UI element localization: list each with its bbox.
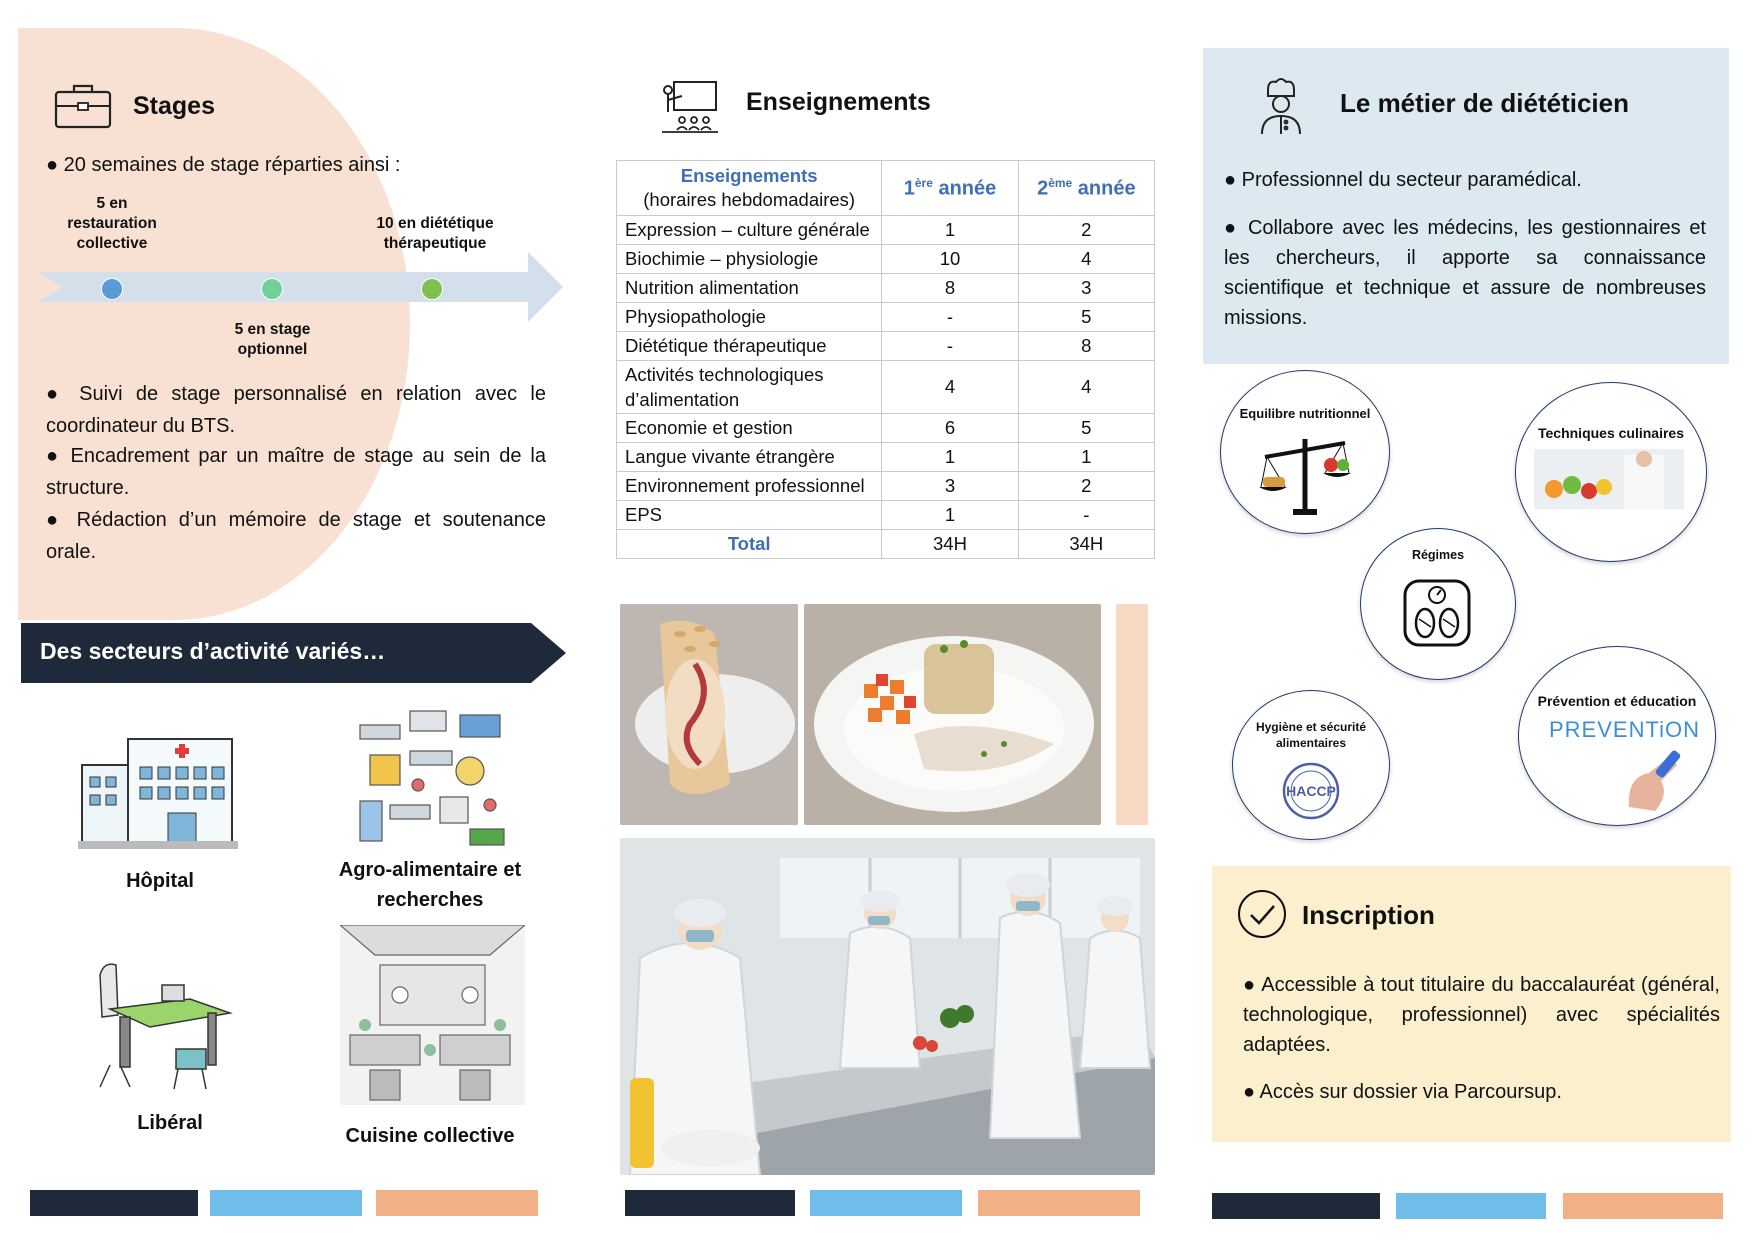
timeline-dot-1 bbox=[101, 278, 123, 300]
metier-p1: ● Professionnel du secteur paramédical. bbox=[1224, 169, 1582, 191]
row-label: Activités technologiques d’alimentation bbox=[617, 361, 882, 414]
header-enseignements bbox=[617, 161, 882, 216]
row-year-2: 2 bbox=[1018, 216, 1154, 245]
table-row bbox=[617, 216, 1155, 245]
row-year-1: 4 bbox=[882, 361, 1018, 414]
header-year-2 bbox=[1018, 161, 1154, 216]
timeline-label-dietetique: 10 en diététique thérapeutique bbox=[376, 215, 494, 252]
row-label: Nutrition alimentation bbox=[617, 274, 882, 303]
table-header-row bbox=[617, 161, 1155, 216]
photo-students-kitchen bbox=[620, 838, 1155, 1175]
secteur-agro-label: Agro-alimentaire et recherches bbox=[338, 859, 522, 911]
row-year-2: 2 bbox=[1018, 472, 1154, 501]
row-year-2: 4 bbox=[1018, 245, 1154, 274]
footer-bar-peach-1 bbox=[376, 1190, 538, 1216]
bathroom-scale-icon bbox=[1401, 577, 1473, 649]
table-row bbox=[617, 332, 1155, 361]
table-row bbox=[617, 274, 1155, 303]
metier-p2: ● Collabore avec les médecins, les gestionnaires et les chercheurs, il apporte sa connaissance scientifique et technique et assure de nombreuses missions. bbox=[1224, 217, 1706, 329]
row-year-2: - bbox=[1018, 501, 1154, 530]
row-year-1: - bbox=[882, 332, 1018, 361]
footer-bar-sky-2 bbox=[810, 1190, 962, 1216]
footer-bar-peach-2 bbox=[978, 1190, 1140, 1216]
stages-title: Stages bbox=[133, 92, 215, 120]
mission-regimes-label: Régimes bbox=[1411, 548, 1465, 562]
header-enseignements-sub: (horaires hebdomadaires) bbox=[643, 189, 856, 210]
table-row bbox=[617, 472, 1155, 501]
header-year-2-num: 2 bbox=[1037, 177, 1049, 200]
metier-title: Le métier de diététicien bbox=[1340, 88, 1629, 118]
timeline-dot-3 bbox=[421, 278, 443, 300]
table-row bbox=[617, 414, 1155, 443]
secteurs-banner: Des secteurs d’activité variés… bbox=[40, 638, 386, 664]
row-label: Diététique thérapeutique bbox=[617, 332, 882, 361]
footer-bar-sky-1 bbox=[210, 1190, 362, 1216]
row-label: Expression – culture générale bbox=[617, 216, 882, 245]
timeline-label-restauration: 5 en restauration collective bbox=[67, 195, 157, 252]
header-year-2-word: année bbox=[1077, 177, 1136, 200]
header-enseignements-main: Enseignements bbox=[680, 165, 818, 186]
timeline-label-optionnel: 5 en stage optionnel bbox=[234, 321, 311, 358]
hand-marker-icon bbox=[1619, 747, 1699, 817]
mission-prevention bbox=[1518, 646, 1716, 826]
timeline-dot-2 bbox=[261, 278, 283, 300]
row-label: Langue vivante étrangère bbox=[617, 443, 882, 472]
footer-bar-sky-3 bbox=[1396, 1193, 1546, 1219]
mission-prevention-label: Prévention et éducation bbox=[1537, 693, 1697, 709]
chef-icon bbox=[1258, 76, 1304, 136]
total-year-2: 34H bbox=[1018, 530, 1154, 559]
row-year-1: 1 bbox=[882, 443, 1018, 472]
haccp-text: HACCP bbox=[1286, 783, 1336, 799]
cooking-photo-icon bbox=[1534, 449, 1684, 509]
header-year-2-sup: ème bbox=[1048, 175, 1073, 190]
mission-techniques bbox=[1515, 382, 1707, 562]
table-row bbox=[617, 501, 1155, 530]
stages-bullet-1: ● Suivi de stage personnalisé en relation avec le coordinateur du BTS. bbox=[46, 383, 546, 437]
row-year-1: - bbox=[882, 303, 1018, 332]
table-row bbox=[617, 361, 1155, 414]
secteur-hopital-label: Hôpital bbox=[126, 870, 194, 892]
office-desk-icon bbox=[90, 955, 240, 1095]
header-year-1-sup: ère bbox=[914, 175, 933, 190]
checkmark-circle-icon bbox=[1236, 888, 1288, 940]
scale-icon bbox=[1255, 429, 1355, 519]
inscription-p2: ● Accès sur dossier via Parcoursup. bbox=[1243, 1081, 1562, 1103]
mission-hygiene-label: Hygiène et sécurité alimentaires bbox=[1255, 720, 1367, 750]
stages-bullet-2: ● Encadrement par un maître de stage au sein de la structure. bbox=[46, 445, 546, 499]
row-year-2: 3 bbox=[1018, 274, 1154, 303]
row-label: Biochimie – physiologie bbox=[617, 245, 882, 274]
footer-bar-navy-3 bbox=[1212, 1193, 1380, 1219]
mission-hygiene bbox=[1232, 690, 1390, 840]
row-label: Economie et gestion bbox=[617, 414, 882, 443]
footer-bar-navy-2 bbox=[625, 1190, 795, 1216]
photo-roll-cake bbox=[620, 604, 798, 825]
kitchen-icon bbox=[340, 925, 525, 1105]
row-year-1: 8 bbox=[882, 274, 1018, 303]
mission-equilibre-label: Equilibre nutritionnel bbox=[1239, 406, 1371, 421]
row-year-2: 4 bbox=[1018, 361, 1154, 414]
header-year-1-num: 1 bbox=[903, 177, 915, 200]
row-year-1: 10 bbox=[882, 245, 1018, 274]
decor-peach-strip bbox=[1116, 604, 1148, 825]
table-row bbox=[617, 303, 1155, 332]
row-year-1: 1 bbox=[882, 216, 1018, 245]
teacher-board-icon bbox=[660, 78, 720, 134]
secteur-cuisine-label: Cuisine collective bbox=[345, 1125, 515, 1147]
briefcase-icon bbox=[54, 82, 112, 130]
enseignements-title: Enseignements bbox=[746, 88, 931, 116]
table-row bbox=[617, 245, 1155, 274]
header-year-1 bbox=[882, 161, 1018, 216]
row-label: EPS bbox=[617, 501, 882, 530]
row-year-2: 5 bbox=[1018, 303, 1154, 332]
mission-regimes bbox=[1360, 528, 1516, 680]
haccp-badge-icon bbox=[1281, 761, 1341, 821]
total-year-1: 34H bbox=[882, 530, 1018, 559]
enseignements-table bbox=[616, 160, 1155, 559]
row-year-1: 1 bbox=[882, 501, 1018, 530]
row-year-1: 6 bbox=[882, 414, 1018, 443]
hospital-icon bbox=[78, 735, 238, 855]
row-year-2: 5 bbox=[1018, 414, 1154, 443]
inscription-title: Inscription bbox=[1302, 900, 1435, 930]
factory-icon bbox=[350, 705, 510, 855]
row-label: Environnement professionnel bbox=[617, 472, 882, 501]
stages-intro: ● 20 semaines de stage réparties ainsi : bbox=[46, 154, 401, 176]
row-label: Physiopathologie bbox=[617, 303, 882, 332]
footer-bar-navy-1 bbox=[30, 1190, 198, 1216]
prevention-word: PREVENTiON bbox=[1549, 717, 1700, 742]
footer-bar-peach-3 bbox=[1563, 1193, 1723, 1219]
row-year-1: 3 bbox=[882, 472, 1018, 501]
header-year-1-word: année bbox=[938, 177, 997, 200]
photo-plated-dish bbox=[804, 604, 1101, 825]
row-year-2: 1 bbox=[1018, 443, 1154, 472]
mission-techniques-label: Techniques culinaires bbox=[1537, 425, 1684, 441]
total-label: Total bbox=[617, 530, 882, 559]
inscription-p1: ● Accessible à tout titulaire du baccalauréat (général, technologique, professionnel) avec spécialités adaptées. bbox=[1243, 974, 1720, 1056]
table-total-row bbox=[617, 530, 1155, 559]
table-row bbox=[617, 443, 1155, 472]
secteur-liberal-label: Libéral bbox=[137, 1112, 203, 1134]
row-year-2: 8 bbox=[1018, 332, 1154, 361]
stages-bullet-3: ● Rédaction d’un mémoire de stage et soutenance orale. bbox=[46, 509, 546, 563]
mission-equilibre bbox=[1220, 370, 1390, 534]
